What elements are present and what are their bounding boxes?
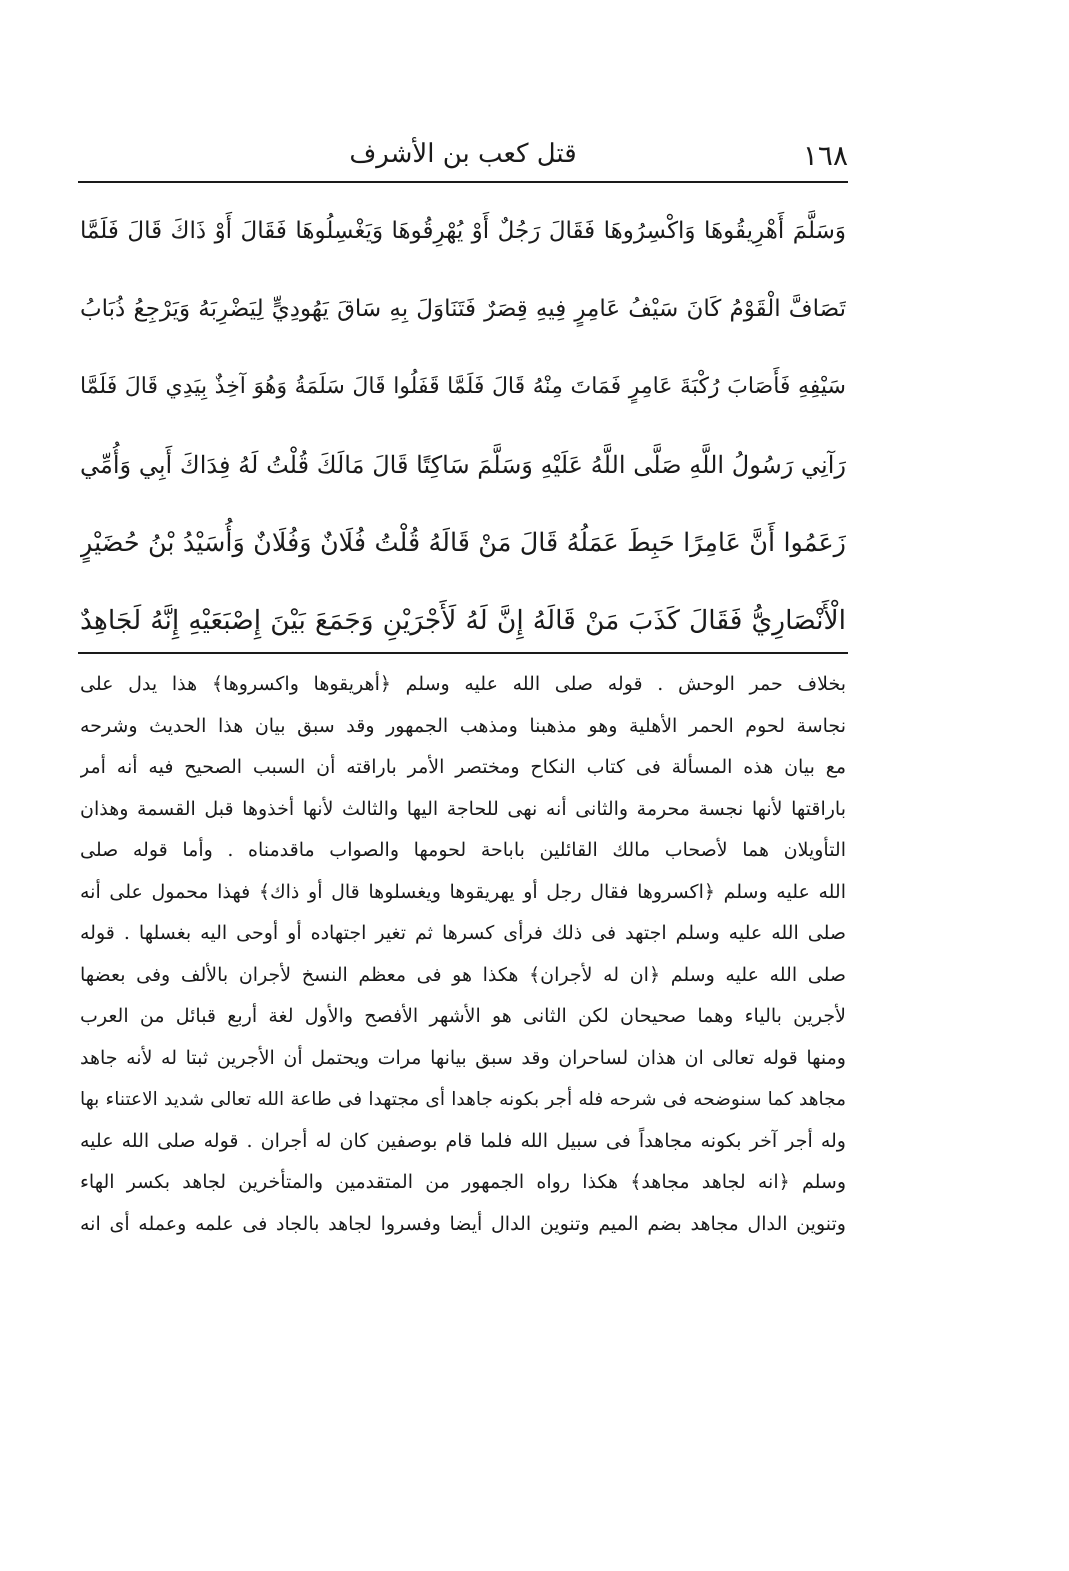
hadith-line: الْأَنْصَارِيُّ فَقَالَ كَذَبَ مَنْ قَالَهُ إِنَّ لَهُ لَأَجْرَيْنِ وَجَمَعَ بَيْنَ إِصْبَعَيْهِ إِنَّهُ لَجَاهِدٌ (80, 605, 846, 636)
running-title: قتل كعب بن الأشرف (349, 139, 577, 169)
hadith-line: رَآنِي رَسُولُ اللَّهِ صَلَّى اللَّهُ عَلَيْهِ وَسَلَّمَ سَاكِتًا قَالَ مَالَكَ قُلْتُ لَهُ فِدَاكَ أَبِي وَأُمِّي (80, 451, 846, 479)
page-number: ١٦٨ (802, 139, 848, 172)
commentary-line: لأجرين بالياء وهما صحيحان لكن الثانى هو الأشهر الأفصح والأول لغة أربع قبائل من العرب (80, 1005, 846, 1027)
hadith-text (80, 192, 846, 660)
commentary-line: وسلم ﴿انه لجاهد مجاهد﴾ هكذا رواه الجمهور من المتقدمين والمتأخرين لجاهد بكسر الهاء (80, 1171, 846, 1193)
hadith-line: زَعَمُوا أَنَّ عَامِرًا حَبِطَ عَمَلُهُ قَالَ مَنْ قَالَهُ قُلْتُ فُلَانٌ وَفُلَانٌ وَأُسَيْدُ بْنُ حُضَيْرٍ (80, 528, 846, 558)
commentary-line: وتنوين الدال مجاهد بضم الميم وتنوين الدال أيضا وفسروا لجاهد بالجاد فى علمه وعمله أى انه (80, 1212, 846, 1235)
commentary-line: مجاهد كما سنوضحه فى شرحه فله أجر بكونه جاهدا أى مجتهدا فى طاعة الله تعالى شديد الاعتناء بها (80, 1089, 846, 1110)
hadith-line: وَسَلَّمَ أَهْرِيقُوهَا وَاكْسِرُوهَا فَقَالَ رَجُلٌ أَوْ يُهْرِقُوهَا وَيَغْسِلُوهَا فَقَالَ أَوْ ذَاكَ قَالَ فَلَمَّا (80, 218, 846, 244)
commentary-line: ومنها قوله تعالى ان هذان لساحران وقد سبق بيانها مرات ويحتمل أن الأجرين ثبتا له لأنه جاهد (80, 1046, 846, 1069)
commentary-line: باراقتها لأنها نجسة محرمة والثانى أنه نهى للحاجة اليها والثالث لأنها أخذوها قبل القسمة وهذان (80, 797, 846, 820)
commentary-line: صلى الله عليه وسلم اجتهد فى ذلك فرأى كسرها ثم تغير اجتهاده أو أوحى اليه بغسلها . قوله (80, 922, 846, 944)
commentary-text (80, 664, 846, 1245)
commentary-line: بخلاف حمر الوحش . قوله صلى الله عليه وسلم ﴿أهريقوها واكسروها﴾ هذا يدل على (80, 673, 846, 695)
commentary-line: التأويلان هما لأصحاب مالك القائلين باباحة لحومها والصواب ماقدمناه . وأما قوله صلى (80, 839, 846, 861)
hadith-line: سَيْفِهِ فَأَصَابَ رُكْبَةَ عَامِرٍ فَمَاتَ مِنْهُ قَالَ فَلَمَّا قَفَلُوا قَالَ سَلَمَةُ وَهُوَ آخِذٌ بِيَدِي قَالَ فَلَمَّا (80, 374, 846, 399)
header-rule (78, 181, 848, 183)
commentary-line: صلى الله عليه وسلم ﴿ان له لأجران﴾ هكذا هو فى معظم النسخ لأجران بالألف وفى بعضها (80, 963, 846, 986)
commentary-line: وله أجر آخر بكونه مجاهداً فى سبيل الله فلما قام بوصفين كان له أجران . قوله صلى الله عليه (80, 1129, 846, 1152)
commentary-line: الله عليه وسلم ﴿اكسروها فقال رجل أو يهريقوها ويغسلوها قال أو ذاك﴾ فهذا محمول على أنه (80, 880, 846, 903)
hadith-line: تَصَافَّ الْقَوْمُ كَانَ سَيْفُ عَامِرٍ فِيهِ قِصَرٌ فَتَنَاوَلَ بِهِ سَاقَ يَهُودِيٍّ لِيَضْرِبَهُ وَيَرْجِعُ ذُبَابُ (80, 296, 846, 322)
commentary-divider (78, 652, 848, 654)
page-header (78, 132, 848, 178)
commentary-line: نجاسة لحوم الحمر الأهلية وهو مذهبنا ومذهب الجمهور وقد سبق بيان هذا الحديث وشرحه (80, 714, 846, 737)
commentary-line: مع بيان هذه المسألة فى كتاب النكاح ومختصر الأمر باراقته أن السبب الصحيح فيه أنه أمر (80, 756, 846, 778)
